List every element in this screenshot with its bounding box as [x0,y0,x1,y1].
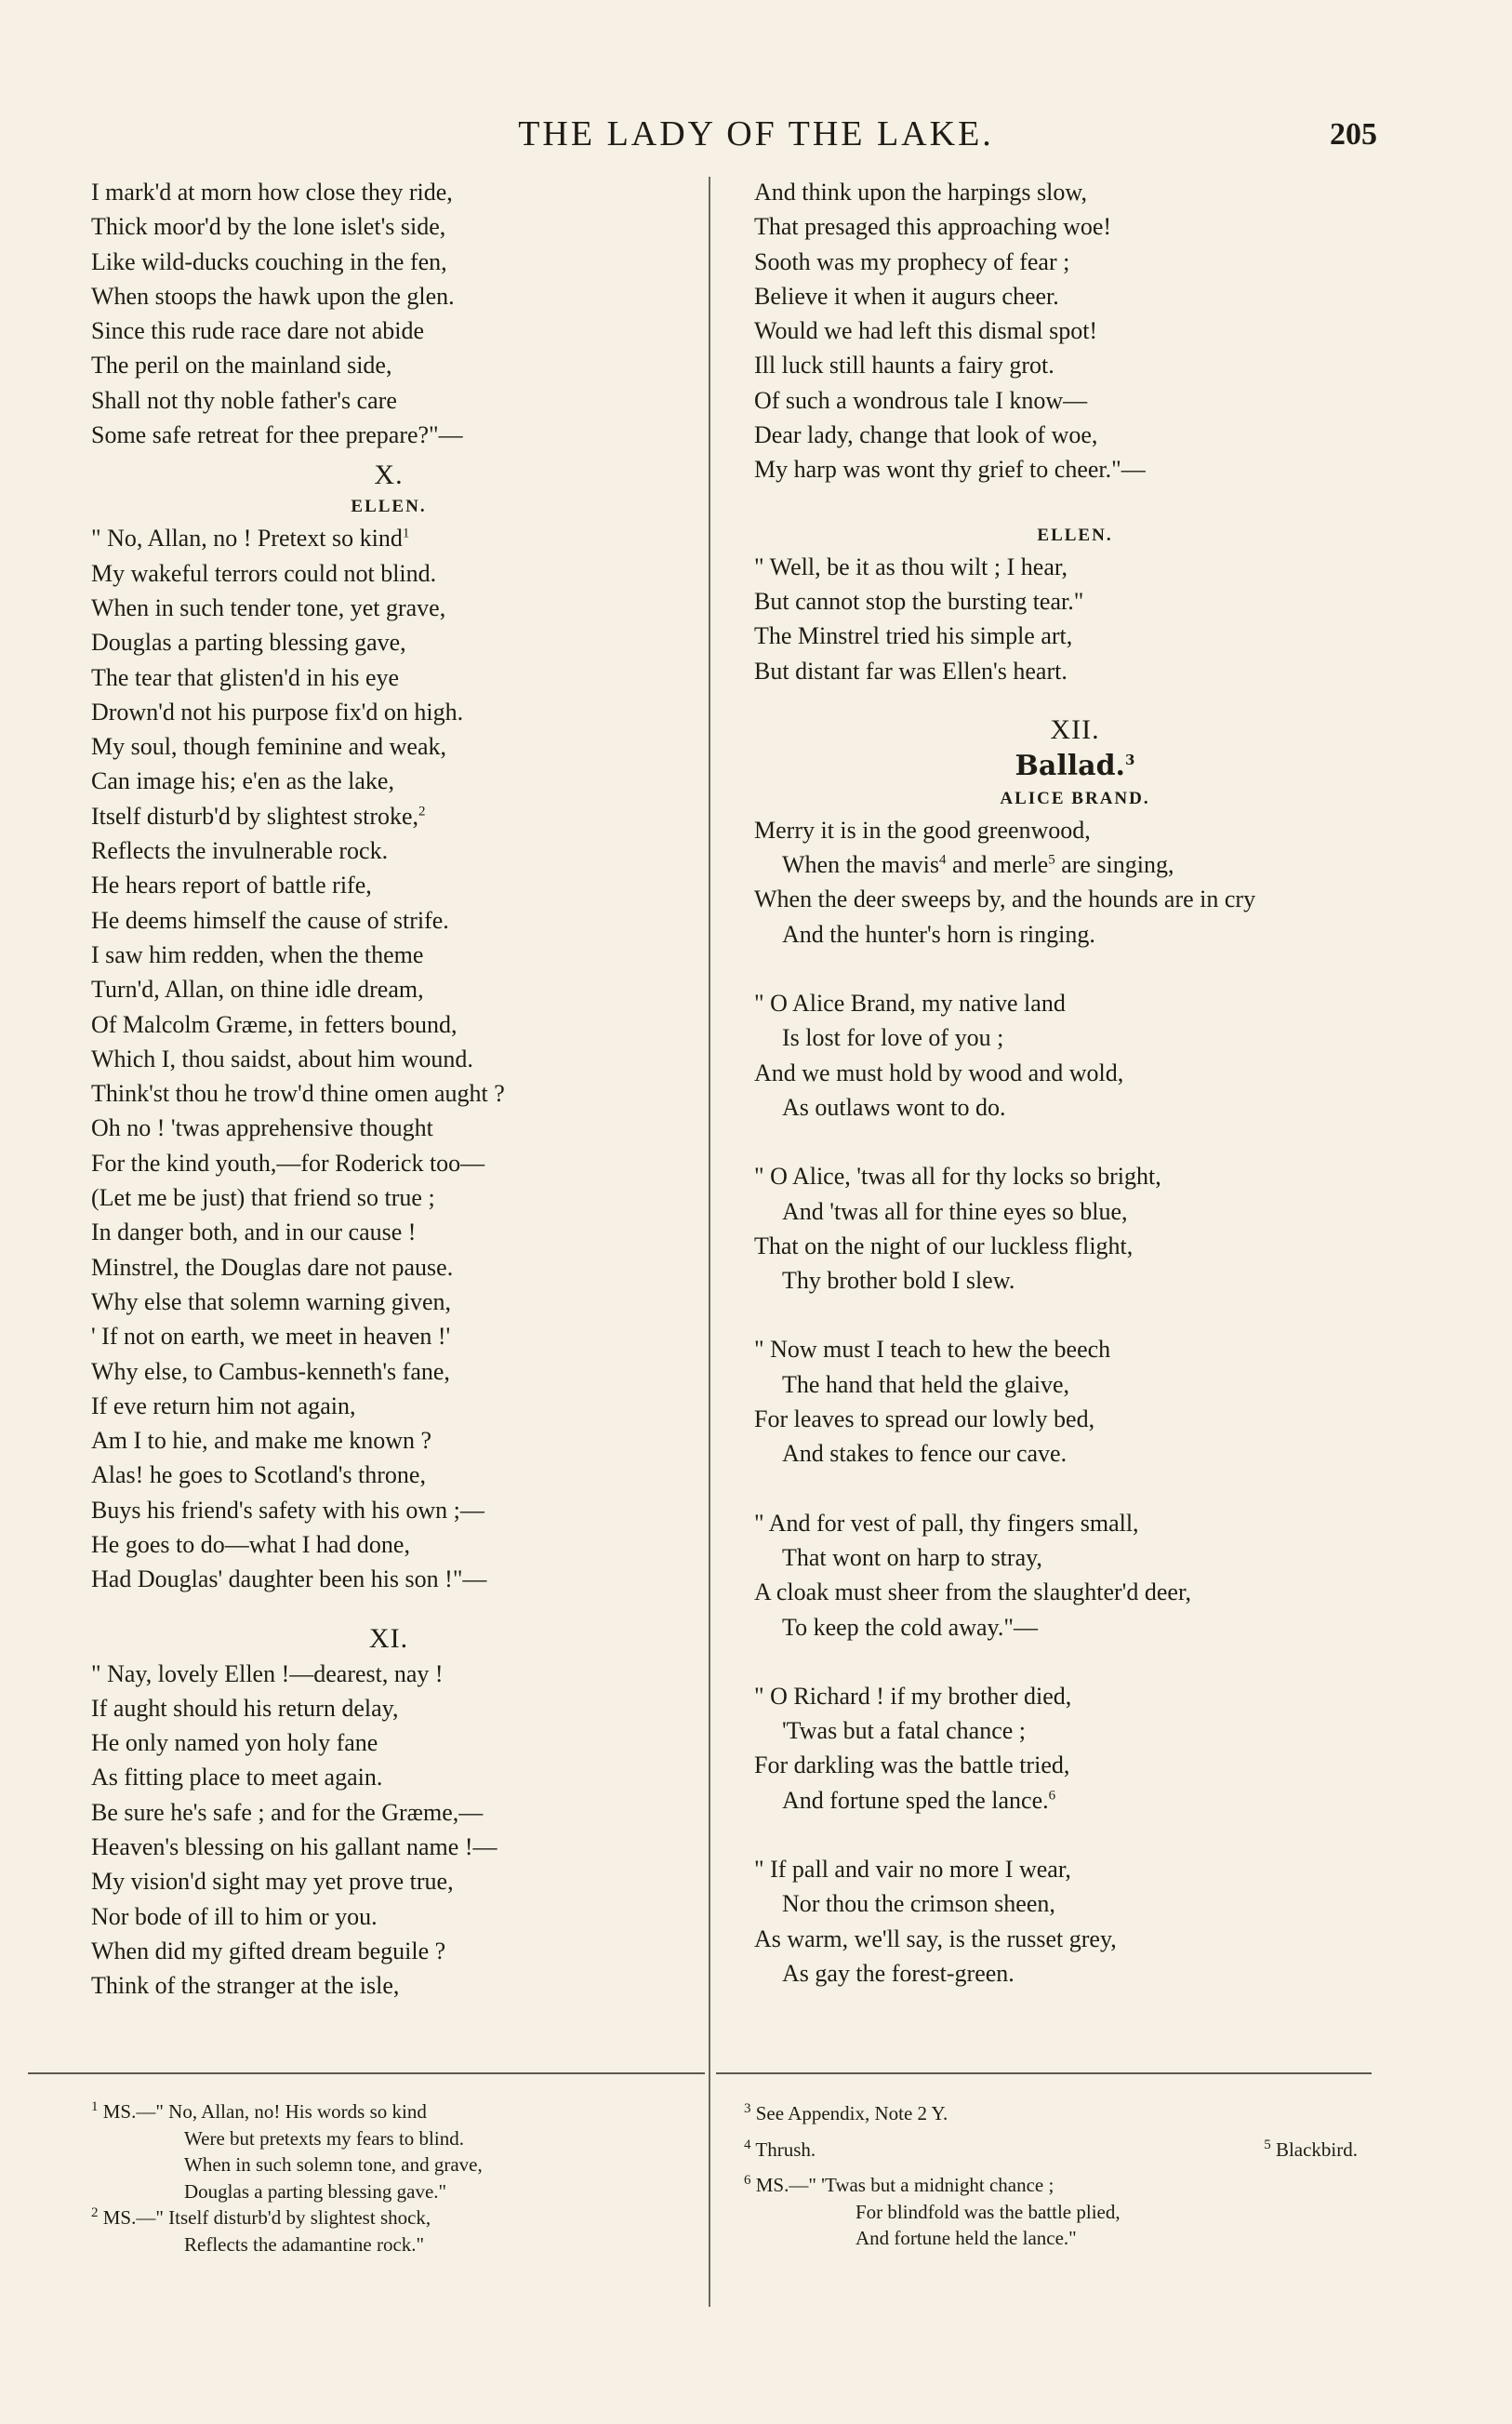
verse-line: As gay the forest-green. [782,1959,1015,1987]
verse-line: And we must hold by wood and wold, [754,1059,1124,1086]
footnote-mark: 6 [1048,1788,1056,1804]
verse-line: Merry it is in the good greenwood, [754,816,1091,844]
verse-line: Why else that solemn warning given, [91,1287,452,1315]
footnote-1-line: Douglas a parting blessing gave." [184,2179,447,2203]
verse-line: Ill luck still haunts a fairy grot. [754,352,1054,380]
ballad-verse [754,986,1396,1125]
verse-line: My wakeful terrors could not blind. [91,559,437,587]
verse-line: Alas! he goes to Scotland's throne, [91,1461,426,1489]
footnote-6-line: And fortune held the lance." [855,2227,1077,2249]
ballad-title: ALICE BRAND. [1000,788,1150,808]
stanza-numeral-xii: XII. [1050,713,1100,745]
speaker-ellen-reply: ELLEN. [1037,525,1113,545]
verse-line: ' If not on earth, we meet in heaven !' [91,1323,451,1351]
stanza-numeral-xi: XI. [368,1622,409,1654]
verse-line: Thy brother bold I slew. [782,1267,1015,1295]
verse-line: When the mavis$^4$ and merle$^5$ are singing, [782,851,1174,879]
footnote-4: $^4$ Thrush. [744,2137,816,2161]
verse-line: When stoops the hawk upon the glen. [91,282,455,310]
verse-line: For darkling was the battle tried, [754,1751,1070,1779]
verse-line: The hand that held the glaive, [782,1370,1070,1398]
verse-line: The tear that glisten'd in his eye [91,663,400,691]
verse-line: Dear lady, change that look of woe, [754,421,1098,449]
verse-line: " No, Allan, no ! Pretext so kind$^1$ [91,525,410,553]
verse-line: (Let me be just) that friend so true ; [91,1184,435,1212]
stanza-xi-continued [754,175,1396,487]
verse-line: Of Malcolm Græme, in fetters bound, [91,1010,458,1038]
verse-line: But cannot stop the bursting tear." [754,587,1084,615]
verse-line: Shall not thy noble father's care [91,386,397,414]
ballad-verse [754,1332,1396,1471]
footnote-mark: 1 [402,526,410,541]
ballad-verse [754,1852,1396,1991]
verse-line: He only named yon holy fane [91,1729,378,1757]
verse-line: Douglas a parting blessing gave, [91,629,406,657]
verse-line: When in such tender tone, yet grave, [91,593,446,621]
verse-line: Reflects the invulnerable rock. [91,837,389,865]
verse-line: Would we had left this dismal spot! [754,317,1098,345]
footnote-rule-right [716,2072,1372,2074]
footnotes-left [91,2098,686,2258]
verse-line: For leaves to spread our lowly bed, [754,1405,1095,1433]
verse-line: Some safe retreat for thee prepare?"— [91,421,463,449]
ballad-verse [754,1679,1396,1818]
ballad-verse [754,1506,1396,1645]
right-column [754,175,1396,1991]
ballad-heading: Ballad.$^3$ [1015,749,1135,782]
verse-line: That on the night of our luckless flight, [754,1232,1134,1259]
verse-line: " Now must I teach to hew the beech [754,1336,1111,1364]
verse-line: " O Alice Brand, my native land [754,990,1066,1018]
verse-line: 'Twas but a fatal chance ; [782,1717,1027,1745]
verse-line: Heaven's blessing on his gallant name !— [91,1833,497,1861]
footnotes-right [744,2100,1386,2252]
verse-line: A cloak must sheer from the slaughter'd deer, [754,1578,1192,1606]
verse-line: When the deer sweeps by, and the hounds are in cry [754,886,1256,913]
verse-line: Which I, thou saidst, about him wound. [91,1045,473,1072]
verse-line: As warm, we'll say, is the russet grey, [754,1925,1117,1952]
verse-line: And 'twas all for thine eyes so blue, [782,1197,1128,1225]
footnote-rule-left [28,2072,705,2074]
verse-line: Am I to hie, and make me known ? [91,1427,432,1455]
verse-line: As outlaws wont to do. [782,1093,1006,1121]
column-divider [709,177,710,2307]
verse-line: Be sure he's safe ; and for the Græme,— [91,1798,484,1826]
verse-line: My vision'd sight may yet prove true, [91,1868,454,1896]
verse-line: And think upon the harpings slow, [754,179,1087,206]
verse-line: He hears report of battle rife, [91,872,372,899]
verse-line: And stakes to fence our cave. [782,1440,1068,1468]
verse-line: The Minstrel tried his simple art, [754,622,1073,650]
page-number: 205 [1330,117,1377,152]
verse-line: Can image his; e'en as the lake, [91,767,394,795]
verse-line: But distant far was Ellen's heart. [754,657,1068,685]
verse-line: Itself disturb'd by slightest stroke,$^2$ [91,802,426,830]
verse-line: " Nay, lovely Ellen !—dearest, nay ! [91,1659,444,1687]
verse-line: Sooth was my prophecy of fear ; [754,247,1070,275]
verse-line: Minstrel, the Douglas dare not pause. [91,1253,454,1281]
verse-line: My harp was wont thy grief to cheer."— [754,456,1146,484]
verse-line: If aught should his return delay, [91,1694,399,1722]
footnote-1-line: When in such solemn tone, and grave, [184,2153,483,2176]
running-title: THE LADY OF THE LAKE. [518,114,994,153]
verse-line: My soul, though feminine and weak, [91,733,446,761]
footnote-3: $^3$ See Appendix, Note 2 Y. [744,2101,948,2124]
footnote-2-line: $^2$ MS.—" Itself disturb'd by slightest shock, [91,2205,431,2229]
verse-line: I saw him redden, when the theme [91,940,424,968]
verse-line: Nor thou the crimson sheen, [782,1890,1055,1918]
verse-line: Like wild-ducks couching in the fen, [91,247,447,275]
footnote-mark: 5 [1048,852,1055,868]
ballad-verses [754,813,1396,1991]
verse-line: Buys his friend's safety with his own ;— [91,1496,484,1524]
footnote-4-5 [744,2137,1386,2164]
verse-line: To keep the cold away."— [782,1613,1038,1641]
verse-line: Why else, to Cambus-kenneth's fane, [91,1357,450,1385]
verse-line: " Well, be it as thou wilt ; I hear, [754,553,1068,580]
verse-line: In danger both, and in our cause ! [91,1219,417,1246]
verse-line: If eve return him not again, [91,1392,356,1419]
footnote-5: $^5$ Blackbird. [1264,2137,1358,2161]
verse-line: Think of the stranger at the isle, [91,1972,400,2000]
verse-line: Had Douglas' daughter been his son !"— [91,1565,487,1593]
footnote-6-line: $^6$ MS.—" 'Twas but a midnight chance ; [744,2173,1054,2196]
verse-line: Think'st thou he trow'd thine omen aught ? [91,1080,505,1108]
verse-line: Nor bode of ill to him or you. [91,1902,378,1930]
footnote-6 [744,2172,1386,2252]
verse-line: When did my gifted dream beguile ? [91,1937,446,1965]
footnote-2-line: Reflects the adamantine rock." [184,2232,425,2256]
verse-line: For the kind youth,—for Roderick too— [91,1149,485,1177]
ballad-verse [754,1159,1396,1298]
verse-line: And the hunter's horn is ringing. [782,920,1095,948]
verse-line: I mark'd at morn how close they ride, [91,179,453,206]
verse-line: Oh no ! 'twas apprehensive thought [91,1114,433,1142]
stanza-x [91,521,686,1596]
footnote-mark: 4 [938,852,947,868]
verse-line: And fortune sped the lance.$^6$ [782,1786,1056,1814]
verse-line: That wont on harp to stray, [782,1543,1042,1571]
footnote-1-line: Were but pretexts my fears to blind. [184,2126,464,2150]
verse-line: " And for vest of pall, thy fingers small, [754,1509,1139,1537]
verse-line: Turn'd, Allan, on thine idle dream, [91,976,424,1004]
footnote-mark-3: 3 [1125,751,1135,768]
stanza-ix-tail [91,175,686,452]
verse-line: Believe it when it augurs cheer. [754,282,1059,310]
ballad-verse [754,813,1396,952]
verse-line: Of such a wondrous tale I know— [754,386,1088,414]
verse-line: The peril on the mainland side, [91,352,392,380]
footnote-1-line: $^1$ MS.—" No, Allan, no! His words so kind [91,2099,427,2123]
stanza-xi [91,1657,686,2004]
verse-line: Thick moor'd by the lone islet's side, [91,213,446,241]
verse-line: " O Alice, 'twas all for thy locks so bright, [754,1163,1161,1191]
page-header [0,113,1512,160]
verse-line: " If pall and vair no more I wear, [754,1855,1071,1883]
footnote-mark: 2 [418,804,426,819]
stanza-numeral-x: X. [374,459,404,491]
verse-line: That presaged this approaching woe! [754,213,1112,241]
footnote-6-line: For blindfold was the battle plied, [855,2200,1121,2223]
verse-line: He deems himself the cause of strife. [91,906,449,934]
verse-line: Is lost for love of you ; [782,1024,1004,1052]
speaker-ellen: ELLEN. [351,497,427,517]
ellen-reply [754,550,1396,688]
verse-line: Drown'd not his purpose fix'd on high. [91,698,464,726]
left-column [91,175,686,2004]
verse-line: He goes to do—what I had done, [91,1530,410,1558]
verse-line: As fitting place to meet again. [91,1764,383,1791]
verse-line: " O Richard ! if my brother died, [754,1682,1072,1710]
verse-line: Since this rude race dare not abide [91,317,425,345]
